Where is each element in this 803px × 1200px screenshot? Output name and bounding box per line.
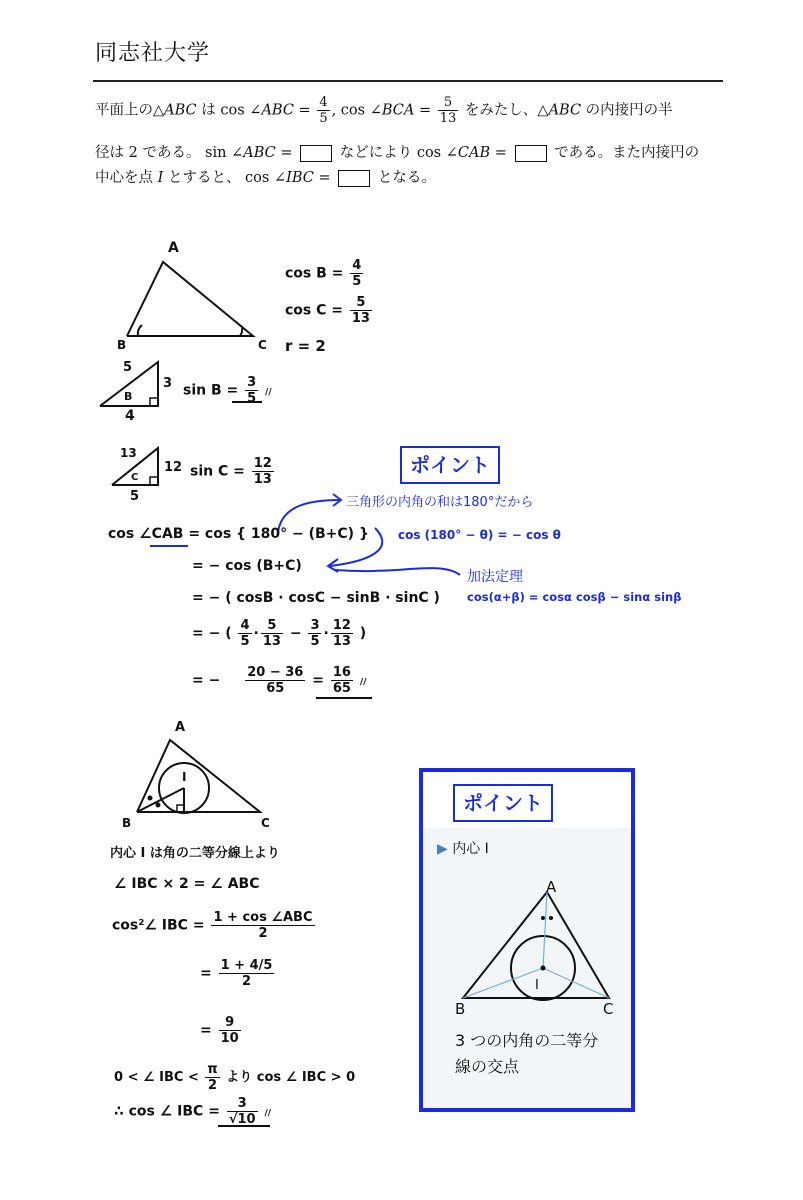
- problem-var: BCA: [381, 102, 415, 119]
- sinc-result: [190, 456, 276, 487]
- fraction: [238, 618, 251, 649]
- caption-line: 3 つの内角の二等分: [455, 1031, 599, 1050]
- reference-caption: [455, 1028, 598, 1080]
- triangle-abc-2: [137, 740, 260, 812]
- right-angle-mark: [150, 477, 158, 485]
- fraction: [245, 375, 258, 406]
- fraction: [350, 295, 372, 326]
- problem-text: 平面上の△: [95, 102, 165, 119]
- denominator: 5: [352, 274, 362, 289]
- ibc-line-5: [114, 1062, 355, 1093]
- fraction: [205, 1062, 219, 1093]
- problem-text: の内接円の半: [581, 102, 673, 119]
- ref-vertex-i: I: [535, 978, 539, 993]
- cab-line-2: = − cos (B+C): [192, 558, 302, 574]
- denominator: 10: [220, 1031, 239, 1046]
- label: ): [359, 625, 367, 642]
- fraction: [331, 618, 353, 649]
- numerator: 3: [247, 375, 257, 390]
- problem-var: ABC: [261, 102, 294, 119]
- label: cos²∠ IBC =: [112, 917, 205, 934]
- ibc-line-1: ∠ IBC × 2 = ∠ ABC: [114, 876, 260, 892]
- ibc-line-3: [200, 958, 276, 989]
- label-angle: C: [131, 472, 139, 483]
- vertex-a: A: [175, 720, 186, 735]
- problem-text: である。また内接円の: [549, 145, 700, 161]
- problem-text: 中心を点: [95, 170, 158, 186]
- cab-line-1: cos ∠CAB = cos { 180° − (B+C) }: [108, 526, 369, 542]
- denominator: 2: [258, 926, 268, 941]
- problem-text: =: [313, 170, 336, 186]
- incenter-figure: [423, 868, 631, 1018]
- denominator: 5: [310, 634, 320, 649]
- label: sin B =: [183, 382, 239, 399]
- vertex-c: C: [261, 816, 270, 830]
- right-angle-mark: [150, 398, 158, 406]
- given-cosc: [285, 295, 374, 326]
- fraction: [308, 618, 321, 649]
- incenter-note: 内心 I は角の二等分線上より: [110, 846, 280, 861]
- label: = − (: [192, 625, 232, 642]
- reference-title: [437, 838, 489, 858]
- triangle-abc: [127, 262, 253, 336]
- fraction: [227, 1096, 258, 1127]
- ibc-line-2: [112, 910, 317, 941]
- numerator: 4: [240, 618, 250, 633]
- denominator: 13: [262, 634, 281, 649]
- numerator: 20 − 36: [247, 665, 304, 680]
- vertex-c: C: [258, 338, 267, 352]
- problem-text: とすると、 cos ∠: [163, 170, 287, 186]
- denominator: 13: [439, 111, 457, 126]
- numerator: 5: [261, 618, 283, 634]
- numerator: π: [207, 1062, 218, 1077]
- problem-text: =: [490, 145, 512, 161]
- numerator: 12: [253, 456, 272, 471]
- note-supplement: cos (180° − θ) = − cos θ: [398, 528, 561, 542]
- fraction: [261, 618, 283, 649]
- problem-var: ABC: [164, 102, 197, 119]
- problem-text: , cos ∠: [331, 102, 382, 119]
- reference-figure: [423, 828, 631, 1108]
- angle-b-mark: [138, 325, 142, 336]
- fraction: [252, 456, 274, 487]
- vertex-b: B: [117, 338, 127, 352]
- cab-line-3: = − ( cosB · cosC − sinB · sinC ): [192, 590, 440, 606]
- note-angle-sum: 三角形の内角の和は180°だから: [346, 495, 534, 510]
- label-angle: B: [124, 390, 133, 403]
- fraction: [350, 258, 363, 289]
- problem-var: ABC: [548, 102, 582, 119]
- right-angle-mark: [177, 805, 184, 812]
- end-mark: //: [265, 387, 272, 398]
- label: 0 < ∠ IBC <: [114, 1070, 199, 1085]
- vertex-b: B: [122, 816, 132, 830]
- label-hyp: 13: [120, 446, 137, 460]
- problem-var: ABC: [243, 145, 276, 161]
- page-title: 同志社大学: [95, 41, 211, 66]
- problem-text: をみたし、△: [460, 102, 549, 119]
- numerator: 3: [227, 1096, 258, 1112]
- problem-text: =: [414, 102, 436, 119]
- numerator: 3: [310, 618, 320, 633]
- caption-line: 線の交点: [455, 1057, 520, 1076]
- numerator: 5: [350, 295, 372, 311]
- label: =: [200, 965, 212, 982]
- numerator: 1 + cos ∠ABC: [213, 910, 313, 925]
- label-hyp: 5: [123, 360, 133, 375]
- label: = −: [192, 672, 221, 689]
- end-mark: //: [359, 677, 367, 688]
- cab-line-5: [192, 665, 366, 696]
- label-opp: 3: [163, 376, 173, 391]
- problem-var: IBC: [286, 170, 314, 186]
- vertex-a: A: [168, 240, 179, 256]
- point-label-1: ポイント: [400, 446, 500, 484]
- denominator: 13: [351, 311, 370, 326]
- numerator: 12: [332, 618, 351, 633]
- label: −: [289, 625, 302, 642]
- ibc-line-4: [200, 1015, 243, 1046]
- note-addition-theorem: 加法定理: [467, 569, 523, 585]
- label-opp: 12: [164, 460, 183, 475]
- denominator: 13: [253, 472, 272, 487]
- fraction: [331, 665, 353, 696]
- problem-text: 径は 2 である。 sin ∠: [95, 145, 244, 161]
- numerator: 4: [352, 258, 362, 273]
- numerator: 1 + 4/5: [220, 958, 273, 973]
- ibc-line-6: [114, 1096, 271, 1127]
- label: ∴ cos ∠ IBC =: [114, 1103, 220, 1120]
- ref-vertex-b: B: [455, 1000, 466, 1018]
- label: cos B =: [285, 265, 344, 282]
- label: sin C =: [190, 463, 245, 480]
- denominator: 5: [319, 111, 328, 126]
- problem-text: などにより cos ∠: [335, 145, 458, 161]
- denominator: 2: [208, 1078, 218, 1093]
- numerator: 9: [219, 1015, 241, 1031]
- numerator: 4: [319, 95, 328, 110]
- label: =: [200, 1022, 212, 1039]
- problem-var: CAB: [457, 145, 491, 161]
- label: cos C =: [285, 302, 344, 319]
- denominator: 13: [332, 634, 351, 649]
- denominator: √10: [228, 1112, 256, 1127]
- numerator: 5: [438, 95, 459, 111]
- ref-vertex-c: C: [603, 1000, 614, 1018]
- label-adj: 5: [130, 489, 140, 504]
- problem-var: I: [157, 170, 164, 186]
- fraction: [219, 958, 275, 989]
- point-label-2: ポイント: [453, 784, 553, 822]
- fraction: [219, 1015, 241, 1046]
- problem-text: =: [275, 145, 298, 161]
- triangle-bullet-icon: ▶: [437, 841, 448, 857]
- problem-text: は cos ∠: [196, 102, 262, 119]
- denominator: 65: [332, 681, 351, 696]
- numerator: 16: [332, 665, 351, 680]
- reference-box: [419, 768, 635, 1112]
- fraction: [245, 665, 305, 696]
- denominator: 65: [266, 681, 285, 696]
- denominator: 5: [240, 634, 250, 649]
- cab-line-4: = − ( $\frac{4}{5}$ · $\frac{5}{13}$ − $\frac{3}{5}$ · $\frac{12}{13}$ ): [192, 618, 367, 649]
- problem-text: となる。: [373, 170, 436, 186]
- end-mark: //: [264, 1108, 272, 1119]
- problem-text: =: [293, 102, 316, 119]
- denominator: 5: [247, 391, 257, 406]
- label: =: [312, 672, 324, 689]
- arrow-note3: [335, 568, 460, 575]
- label: より cos ∠ IBC > 0: [226, 1070, 356, 1085]
- label-adj: 4: [125, 408, 135, 424]
- vertex-i: I: [182, 770, 187, 784]
- note-addition-formula: cos(α+β) = cosα cosβ − sinα sinβ: [467, 590, 682, 604]
- given-cosb: [285, 258, 365, 289]
- ref-vertex-a: A: [546, 878, 557, 896]
- fraction: [211, 910, 314, 941]
- sinb-result: [183, 375, 272, 406]
- denominator: 2: [242, 974, 252, 989]
- reference-title-text: 内心 I: [452, 841, 489, 857]
- given-r: r = 2: [285, 337, 326, 355]
